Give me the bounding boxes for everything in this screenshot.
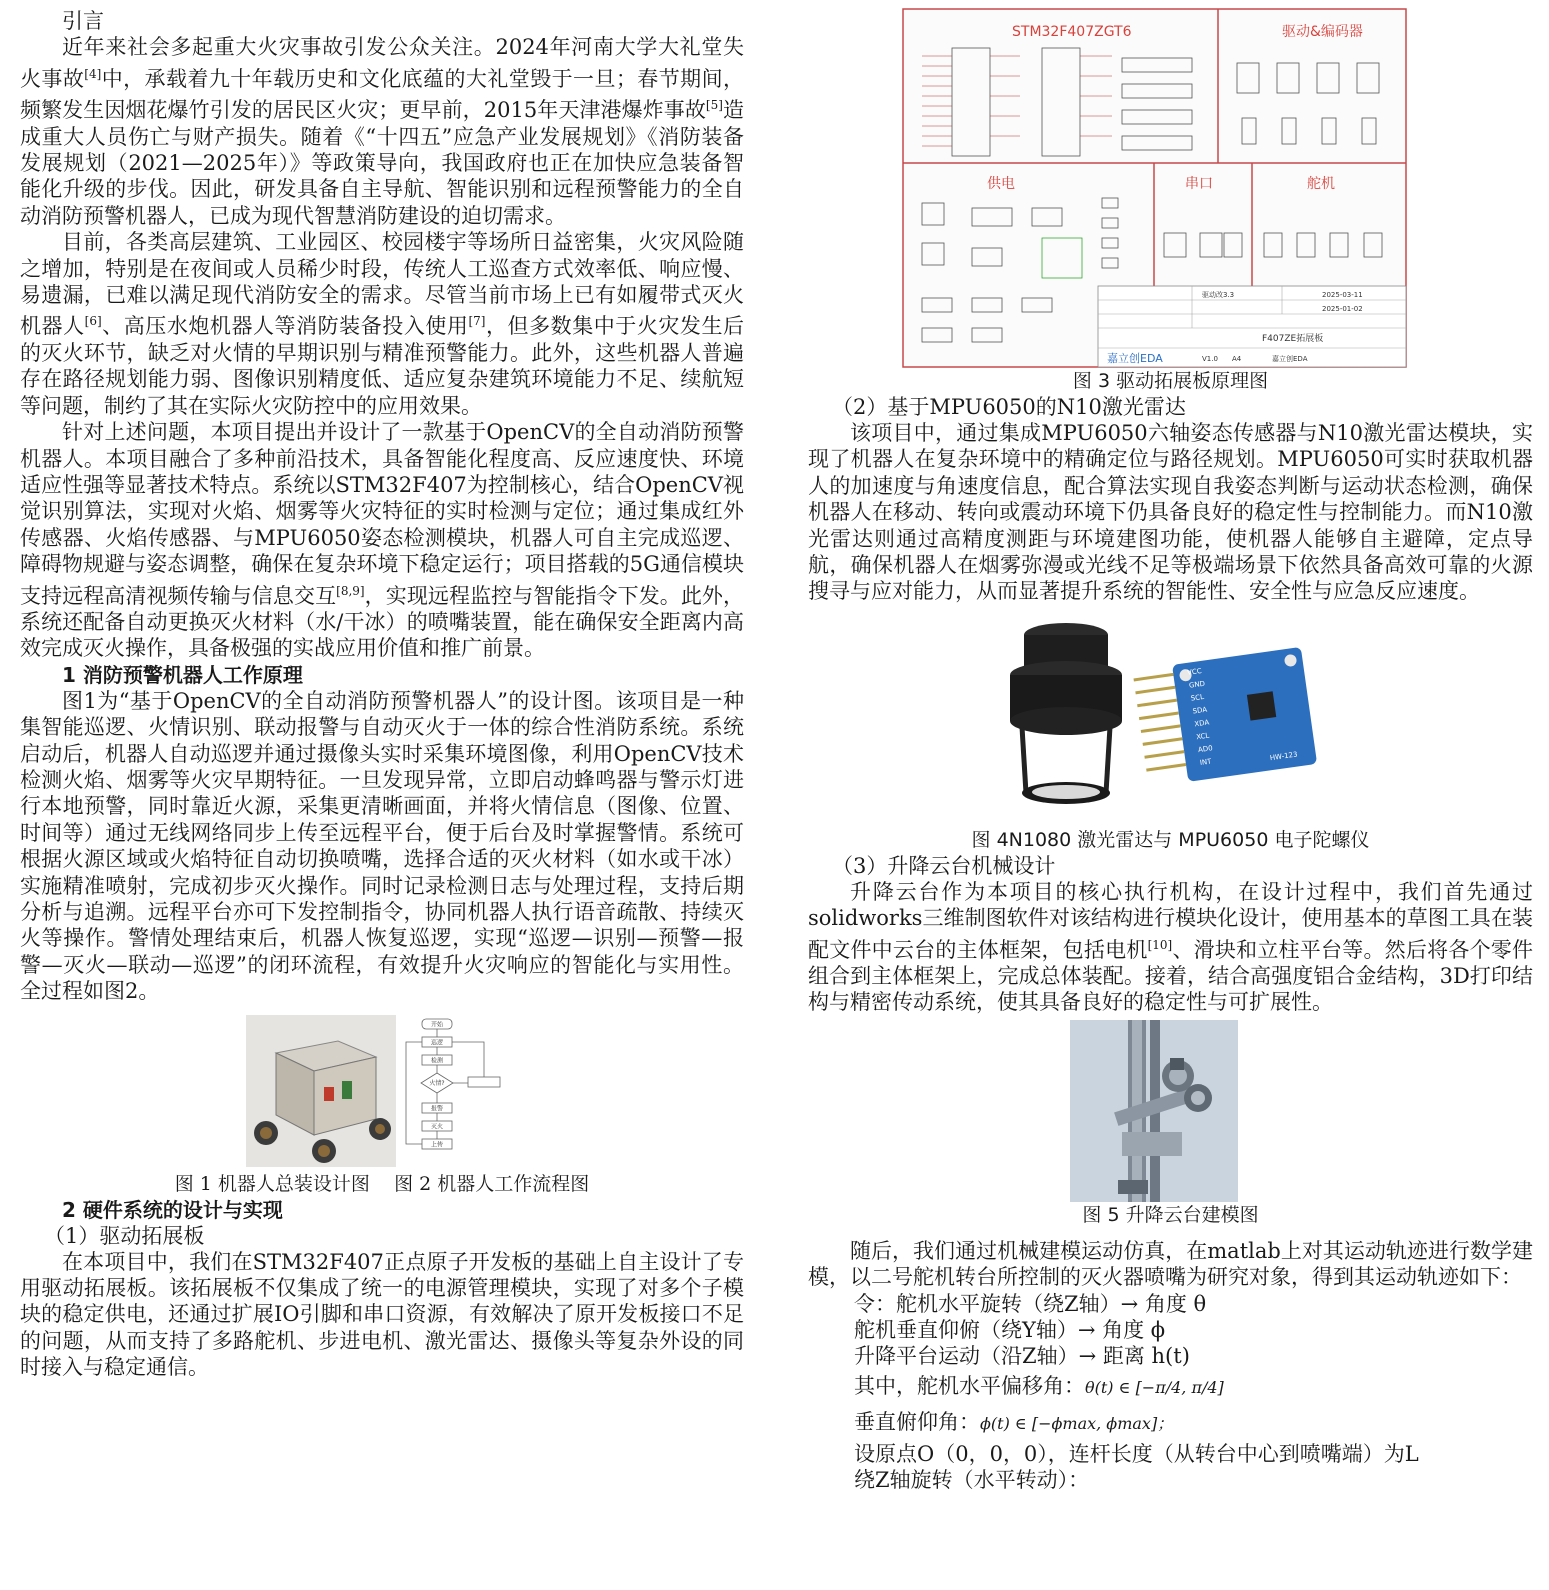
left-column [20,8,744,1381]
equation-line-7: 绕Z轴旋转（水平转动）： [854,1467,1090,1492]
intro-paragraph-2: 目前，各类高层建筑、工业园区、校园楼宇等场所日益密集，火灾风险随之增加，特别是在夜间或人员稀少时段，传统人工巡查方式效率低、响应慢、易遗漏，已难以满足现代消防安全的需求。尽管当前市场上已有如履带式灭火机器人[6]、高压水炮机器人等消防装备投入使用[7]，但多数集中于火灾发生后的灭火环节，缺乏对火情的早期识别与精准预警能力。此外，这些机器人普遍存在路径规划能力弱、图像识别精度低、适应复杂建筑环境能力不足、续航短等问题，制约了其在实际火灾防控中的应用效果。 [20,230,745,418]
equation-line-2: 舵机垂直仰俯（绕Y轴）→ 角度 ϕ [854,1317,1166,1342]
schematic-power-label: 供电 [987,176,1015,192]
figure-4-graphic [996,617,1336,827]
title-block-size: A4 [1232,355,1242,363]
schematic-serial-label: 串口 [1185,176,1213,192]
figure-1-2-caption: 图 1 机器人总装设计图 图 2 机器人工作流程图 [174,1172,590,1195]
schematic-drive-label: 驱动&编码器 [1282,24,1363,40]
schematic-graphic [902,8,1407,368]
title-block-project: 驱动改3.3 [1202,291,1235,299]
section-2-paragraph-1: 在本项目中，我们在STM32F407正点原子开发板的基础上自主设计了专用驱动拓展板。该拓展板不仅集成了统一的电源管理模块，实现了对多个子模块的稳定供电，还通过扩展IO引脚和串口资源，有效解决了原开发板接口不足的问题，从而支持了多路舵机、步进电机、激光雷达、摄像头等复杂外设的同时接入与稳定通信。 [20,1249,744,1380]
flowchart [406,1019,500,1149]
equation-line-3: 升降平台运动（沿Z轴）→ 距离 h(t) [854,1343,1190,1368]
paragraph-gimbal: 升降云台作为本项目的核心执行机构，在设计过程中，我们首先通过solidworks三维制图软件对该结构进行模块化设计，使用基本的草图工具在装配文件中云台的主体框架，包括电机[10]、滑块和立柱平台等。然后将各个零件组合到主体框架上，完成总体装配。接着，结合高强度铝合金结构，3D打印结构与精密传动系统，使其具备良好的稳定性与可扩展性。 [808,879,1534,1015]
mpu-pin-label: VCC [1186,666,1203,677]
intro-paragraph-3: 针对上述问题，本项目提出并设计了一款基于OpenCV的全自动消防预警机器人。本项目融合了多种前沿技术，具备智能化程度高、反应速度快、环境适应性强等显著技术特点。系统以STM32F407为控制核心，结合OpenCV视觉识别算法，实现对火焰、烟雾等火灾特征的实时检测与定位；通过集成红外传感器、火焰传感器、与MPU6050姿态检测模块，机器人可自主完成巡逻、障碍物规避与姿态调整，确保在复杂环境下稳定运行；项目搭载的5G通信模块支持远程高清视频传输与信息交互[8,9]，实现远程监控与智能指令下发。此外，系统还配备自动更换灭火材料（水/干冰）的喷嘴装置，能在确保安全距离内高效完成灭火操作，具备极强的实战应用价值和推广前景。 [20,420,744,661]
figure-3-schematic [902,8,1407,368]
citation: [4] [84,66,102,81]
equation-line-6: 设原点O（0，0，0），连杆长度（从转台中心到喷嘴端）为L [854,1441,1419,1466]
mpu-pin-label: SDA [1192,705,1208,716]
flow-upload: 上传 [430,1141,444,1149]
schematic-mcu-label: STM32F407ZGT6 [1012,24,1132,40]
mpu-pin-label: AD0 [1197,744,1214,754]
mpu-pin-label: XDA [1193,718,1210,729]
equation-line-5: 垂直俯仰角：ϕ(t) ∈ [−ϕmax, ϕmax]； [854,1409,1174,1434]
title-block-version: V1.0 [1202,355,1218,363]
phi-range-formula: ϕ(t) ∈ [−ϕmax, ϕmax]； [980,1413,1174,1433]
right-column [808,8,1533,1493]
flow-start: 开始 [430,1021,444,1029]
schematic-title-block [1098,286,1406,367]
intro-paragraph-1: 近年来社会多起重大火灾事故引发公众关注。2024年河南大学大礼堂失火事故[4]中，承载着九十年载历史和文化底蕴的大礼堂毁于一旦；春节期间，频繁发生因烟花爆竹引发的居民区火灾；更早前，2015年天津港爆炸事故[5]造成重大人员伤亡与财产损失。随着《“十四五”应急产业发展规划》《消防装备发展规划（2021—2025年）》等政策导向，我国政府也正在加快应急装备智能化升级的步伐。因此，研发具备自主导航、智能识别和远程预警能力的全自动消防预警机器人，已成为现代智慧消防建设的迫切需求。 [20,35,745,228]
citation: [10] [1147,937,1173,952]
flow-patrol: 巡逻 [430,1039,444,1047]
title-block-brand: 嘉立创EDA [1107,352,1163,365]
mpu-pin-label: SCL [1190,692,1205,703]
section-1-heading: 1 消防预警机器人工作原理 [62,662,303,687]
citation: [8,9] [336,583,365,598]
mpu6050-board [1132,647,1317,788]
section-2-heading: 2 硬件系统的设计与实现 [62,1197,283,1222]
figure-5 [1070,1020,1238,1202]
mpu-model-label: HW-123 [1269,750,1299,763]
figure-3-caption: 图 3 驱动拓展板原理图 [1072,370,1269,392]
title-block-name: F407ZE拓展板 [1262,334,1324,344]
mpu-pin-label: XCL [1195,731,1210,742]
schematic-servo-label: 舵机 [1307,176,1335,192]
section-1-paragraph: 图1为“基于OpenCV的全自动消防预警机器人”的设计图。该项目是一种集智能巡逻、火情识别、联动报警与自动灭火于一体的综合性消防系统。系统启动后，机器人自动巡逻并通过摄像头实时采集环境图像，利用OpenCV技术检测火焰、烟雾等火灾早期特征。一旦发现异常，立即启动蜂鸣器与警示灯进行本地预警，同时靠近火源，采集更清晰画面，并将火情信息（图像、位置、时间等）通过无线网络同步上传至远程平台，便于后台及时掌握警情。系统可根据火源区域或火焰特征自动切换喷嘴，选择合适的灭火材料（如水或干冰）实施精准喷射，完成初步灭火操作。同时记录检测日志与处理过程，支持后期分析与追溯。远程平台亦可下发控制指令，协同机器人执行语音疏散、持续灭火等操作。警情处理结束后，机器人恢复巡逻，实现“巡逻—识别—预警—报警—灭火—联动—巡逻”的闭环流程，有效提升火灾响应的智能化与实用性。全过程如图2。 [20,688,744,1004]
mpu-pin-label: INT [1199,757,1212,767]
citation: [5] [705,98,723,113]
paragraph-lidar-mpu: 该项目中，通过集成MPU6050六轴姿态传感器与N10激光雷达模块，实现了机器人在复杂环境中的精确定位与路径规划。MPU6050可实时获取机器人的加速度与角速度信息，配合算法实现自我姿态判断与运动状态检测，确保机器人在移动、转向或震动环境下仍具备良好的稳定性与控制能力。而N10激光雷达则通过高精度测距与环境建图功能，使机器人能够自主避障，定点导航，确保机器人在烟雾弥漫或光线不足等极端场景下依然具备高效可靠的火源搜寻与应对能力，从而显著提升系统的智能性、安全性与应急反应速度。 [808,421,1533,604]
figure-1-2-graphic [246,1015,506,1167]
figure-5-caption: 图 5 升降云台建模图 [1082,1203,1259,1226]
lidar-image [1010,623,1122,804]
subheading-2: （2）基于MPU6050的N10激光雷达 [832,395,1186,419]
flow-alarm: 报警 [430,1105,444,1113]
theta-range-formula: θ(t) ∈ [−π/4, π/4] [1085,1377,1224,1397]
section-2-subheading-1: （1）驱动拓展板 [44,1223,205,1248]
mpu-pin-label: GND [1188,679,1206,690]
flow-extinguish: 灭火 [430,1123,444,1131]
paragraph-matlab: 随后，我们通过机械建模运动仿真，在matlab上对其运动轨迹进行数学建模，以二号舵机转台所控制的灭火器喷嘴为研究对象，得到其运动轨迹如下： [808,1238,1533,1290]
equation-line-4: 其中，舵机水平偏移角：θ(t) ∈ [−π/4, π/4] [854,1373,1224,1398]
subheading-3: （3）升降云台机械设计 [832,853,1056,878]
figure-1-2 [246,1015,506,1167]
equation-line-1: 令：舵机水平旋转（绕Z轴）→ 角度 θ [854,1291,1207,1316]
figure-4 [996,617,1336,827]
figure-5-graphic [1070,1020,1238,1202]
robot-render [246,1015,396,1167]
figure-4-caption: 图 4N1080 激光雷达与 MPU6050 电子陀螺仪 [971,828,1370,851]
title-block-brand-small: 嘉立创EDA [1272,355,1308,363]
title-block-date1: 2025-03-11 [1322,291,1363,299]
intro-title: 引言 [62,9,104,33]
flow-detect: 检测 [430,1057,444,1065]
title-block-date2: 2025-01-02 [1322,305,1363,313]
flow-fire: 火情? [429,1079,445,1087]
citation: [7] [468,314,486,329]
citation: [6] [84,314,102,329]
